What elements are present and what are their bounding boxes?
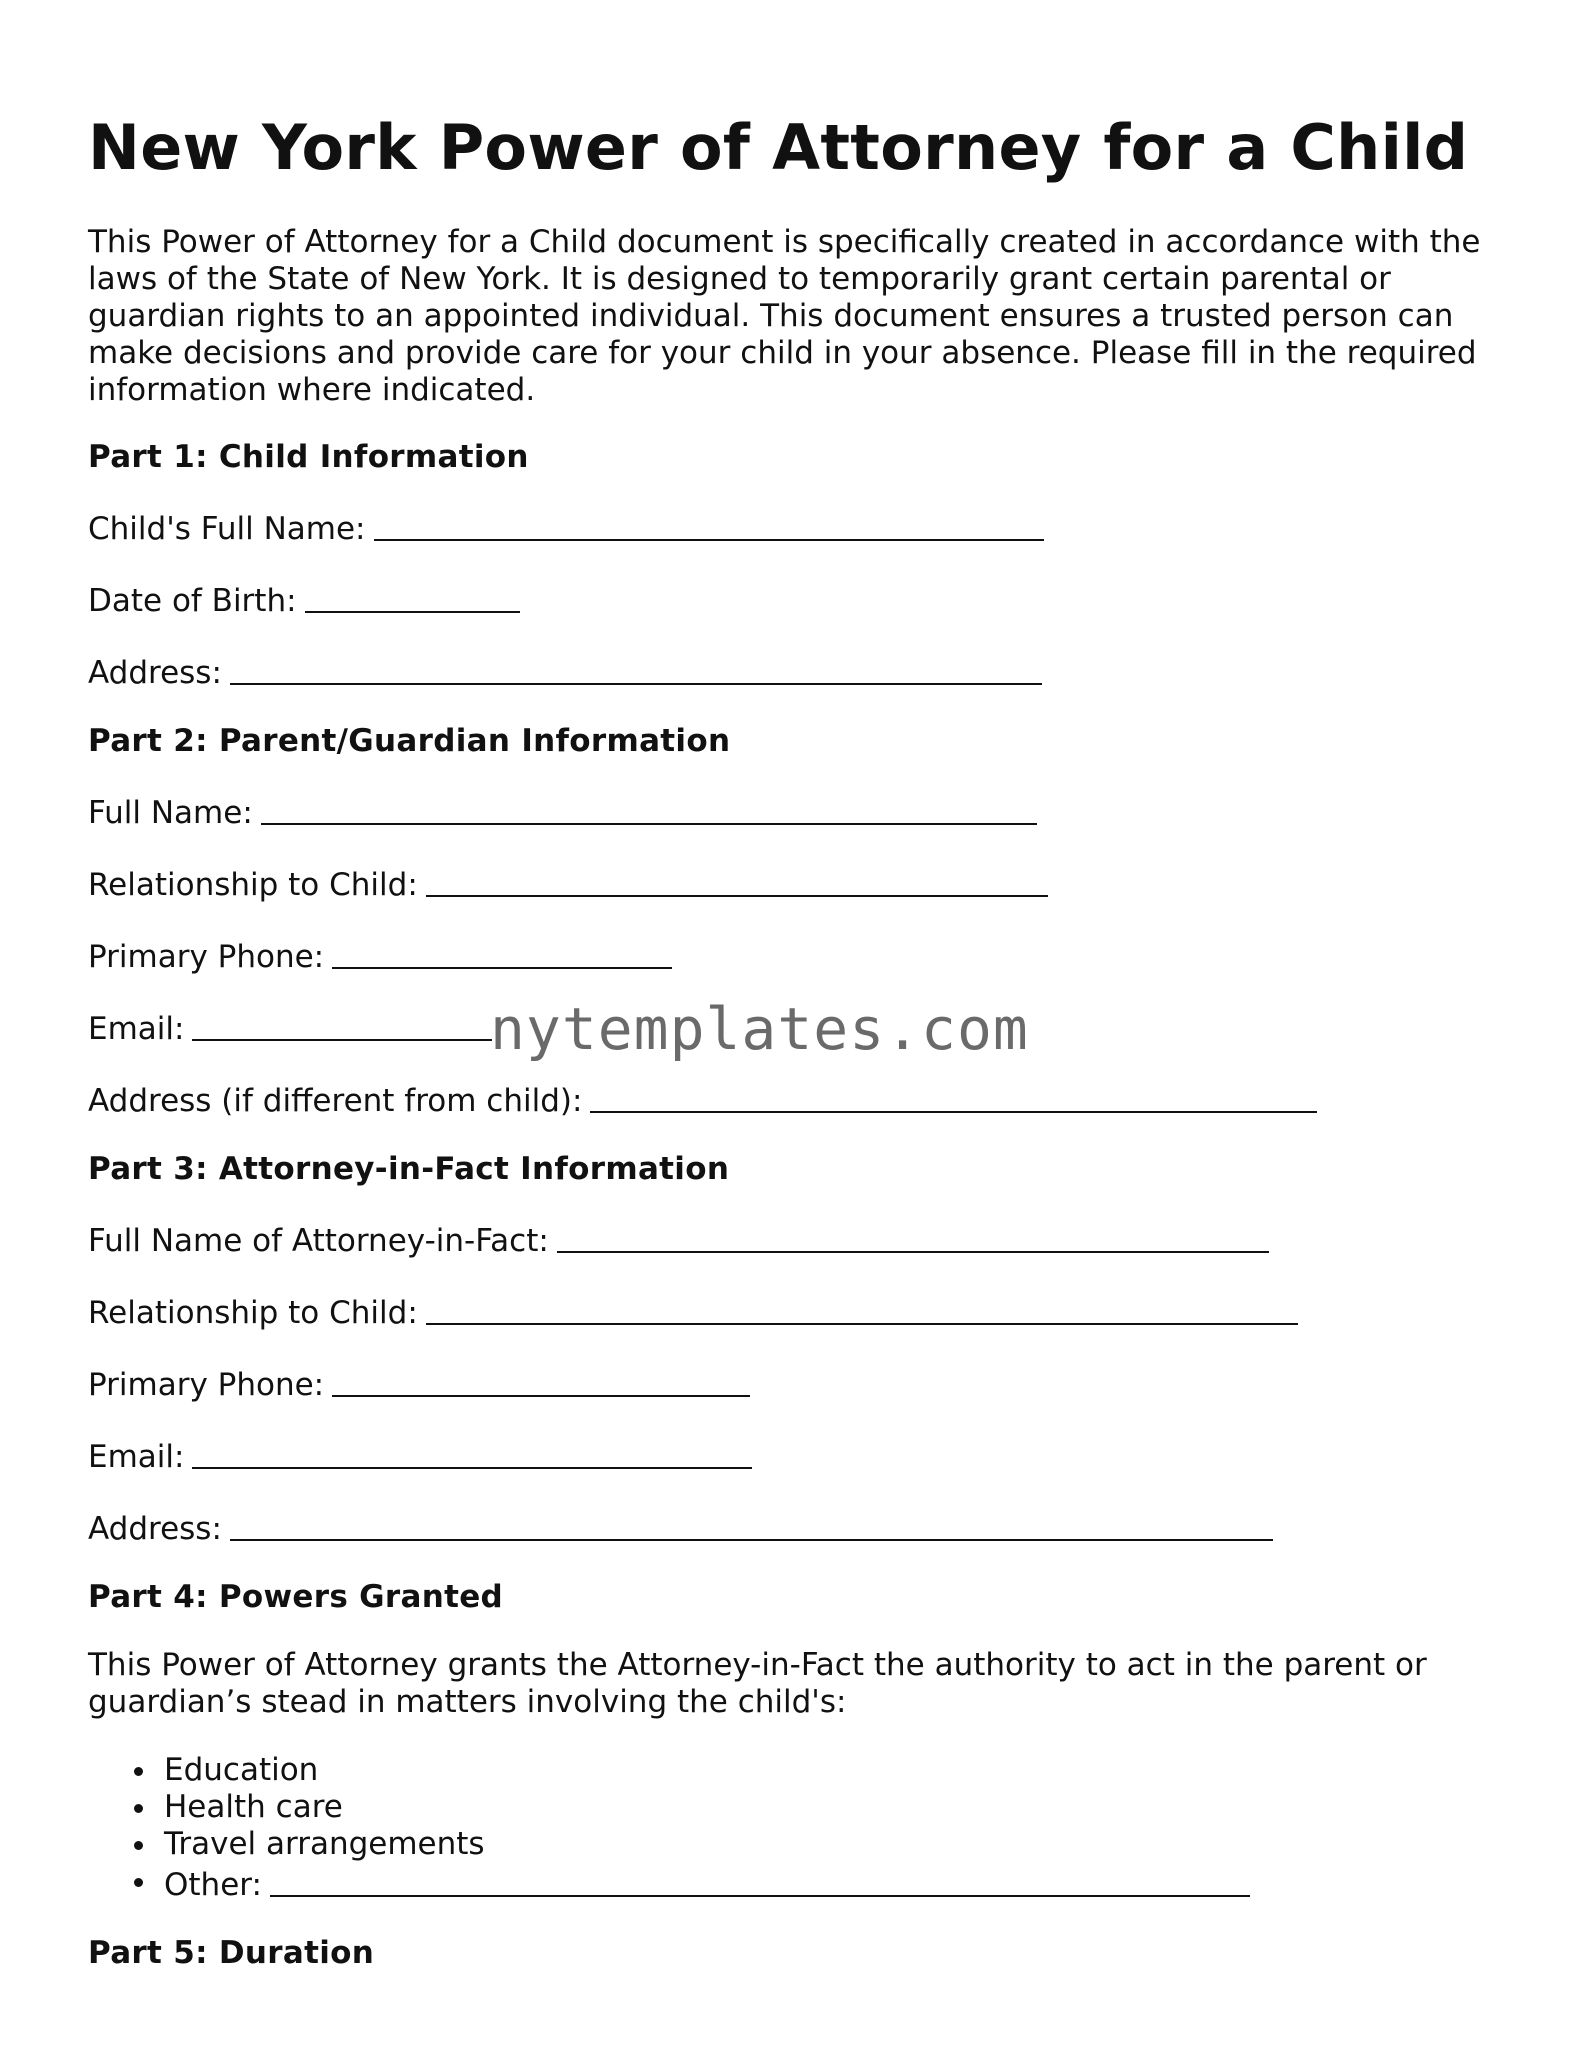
parent-email-input[interactable] [192,1009,492,1041]
powers-list [88,1752,1508,1904]
parent-phone-label: Primary Phone: [88,939,325,975]
attorney-relationship-label: Relationship to Child: [88,1295,418,1331]
child-dob-label: Date of Birth: [88,583,297,619]
watermark: nytemplates.com [490,995,1029,1063]
parent-relationship-label: Relationship to Child: [88,867,418,903]
part3-heading: Part 3: Attorney-in-Fact Information [88,1151,730,1187]
parent-phone-field [88,935,1508,976]
parent-email-label: Email: [88,1011,185,1047]
attorney-address-label: Address: [88,1511,222,1547]
attorney-full-name-field [88,1219,1508,1260]
power-other-input[interactable] [270,1865,1250,1897]
parent-address-field [88,1079,1508,1120]
attorney-relationship-input[interactable] [426,1293,1298,1325]
power-item-other [134,1863,1508,1904]
attorney-full-name-label: Full Name of Attorney-in-Fact: [88,1223,549,1259]
attorney-email-input[interactable] [192,1437,752,1469]
attorney-full-name-input[interactable] [557,1221,1269,1253]
document-title: New York Power of Attorney for a Child [88,111,1469,184]
child-dob-input[interactable] [305,581,520,613]
attorney-address-input[interactable] [230,1509,1273,1541]
child-full-name-input[interactable] [374,509,1044,541]
attorney-phone-field [88,1363,1508,1404]
part5-heading: Part 5: Duration [88,1935,375,1971]
parent-relationship-field [88,863,1508,904]
part1-heading: Part 1: Child Information [88,439,529,475]
child-dob-field [88,579,1508,620]
attorney-address-field [88,1507,1508,1548]
parent-address-input[interactable] [590,1081,1317,1113]
power-item-education: Education [134,1752,1508,1789]
child-address-input[interactable] [230,653,1042,685]
parent-full-name-label: Full Name: [88,795,253,831]
power-item-health-care: Health care [134,1789,1508,1826]
attorney-email-field [88,1435,1508,1476]
powers-paragraph: This Power of Attorney grants the Attorney-in-Fact the authority to act in the parent or guardian’s stead in matters involving the child's: [88,1647,1427,1720]
part2-heading: Part 2: Parent/Guardian Information [88,723,731,759]
attorney-email-label: Email: [88,1439,185,1475]
parent-full-name-input[interactable] [261,793,1037,825]
parent-full-name-field [88,791,1508,832]
parent-phone-input[interactable] [332,937,672,969]
attorney-phone-input[interactable] [332,1365,750,1397]
power-item-other-label: Other: [164,1867,262,1903]
child-full-name-field [88,507,1508,548]
parent-relationship-input[interactable] [426,865,1048,897]
part4-heading: Part 4: Powers Granted [88,1579,504,1615]
child-address-field [88,651,1508,692]
power-item-travel: Travel arrangements [134,1826,1508,1863]
attorney-relationship-field [88,1291,1508,1332]
child-address-label: Address: [88,655,222,691]
attorney-phone-label: Primary Phone: [88,1367,325,1403]
child-full-name-label: Child's Full Name: [88,511,366,547]
parent-address-label: Address (if different from child): [88,1083,583,1119]
intro-paragraph: This Power of Attorney for a Child document is specifically created in accordance with the laws of the State of New York. It is designed to temporarily grant certain parental or guardian rights to an appointed individual. This document ensures a trusted person can make decisions and provide care for your child in your absence. Please fill in the required information where indicated. [88,224,1481,408]
